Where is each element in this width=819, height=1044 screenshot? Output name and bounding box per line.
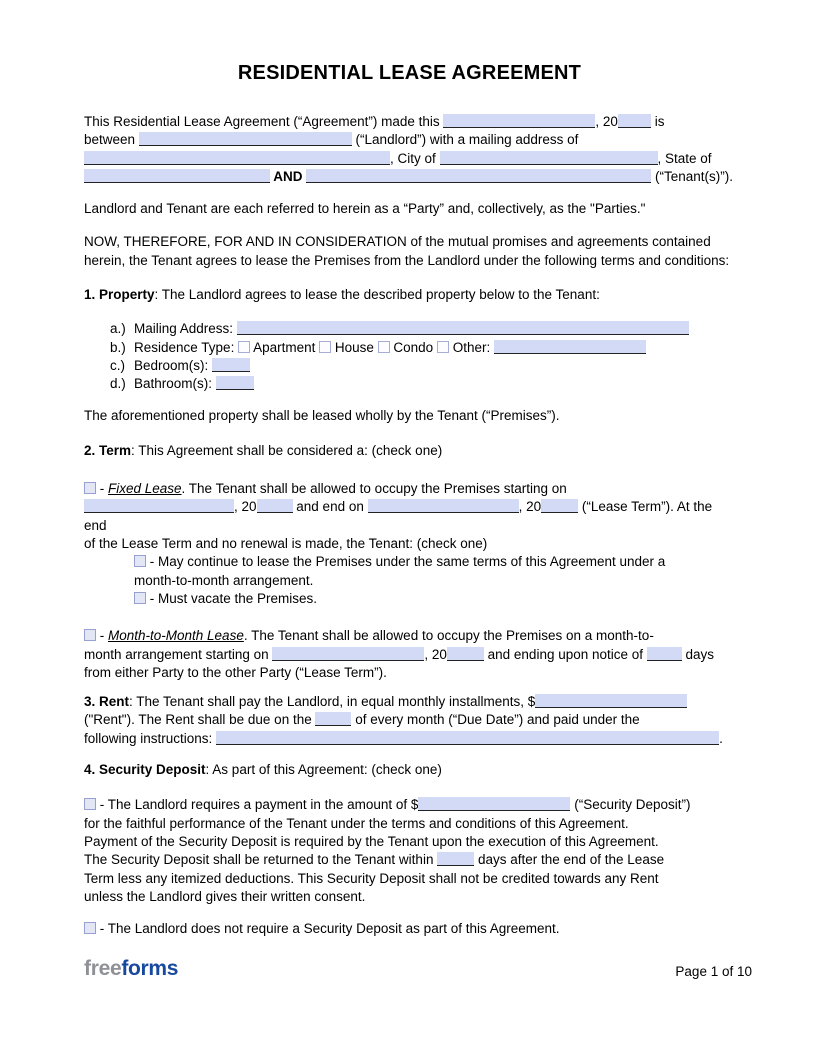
mtm-start-year-field[interactable] (447, 647, 484, 661)
consideration-paragraph (84, 233, 735, 270)
rent-line-3 (84, 730, 735, 748)
mailing-address-label: Mailing Address: (134, 321, 237, 337)
fixed-lease-line-1 (84, 480, 735, 498)
section-4-text: : As part of this Agreement: (check one) (205, 762, 442, 778)
landlord-address-field[interactable] (84, 151, 390, 165)
intro-line-2 (84, 131, 735, 149)
section-3-number: 3. Rent (84, 694, 130, 710)
landlord-name-field[interactable] (139, 132, 352, 146)
section-1-number: 1. Property (84, 287, 155, 303)
sd-text: (“Security Deposit”) (570, 797, 691, 813)
intro-text: between (84, 132, 139, 148)
rent-text: of every month (“Due Date”) and paid under the (351, 712, 640, 728)
bathroom-label: Bathroom(s): (134, 376, 216, 392)
sd-text: The Security Deposit shall be returned to the Tenant within (84, 852, 438, 868)
month-to-month-block (84, 627, 735, 682)
item-a-label: a.) (110, 321, 126, 337)
fixed-lease-text: of the Lease Term and no renewal is made, the Tenant: (check one) (84, 536, 488, 552)
sd-text: Payment of the Security Deposit is required by the Tenant upon the execution of this Agreement. (84, 833, 659, 849)
bedroom-count-field[interactable] (212, 358, 250, 372)
sd-line-3 (84, 833, 735, 851)
mtm-text: month arrangement starting on (84, 646, 273, 662)
fixed-lease-option-1 (134, 553, 735, 590)
deposit-amount-field[interactable] (418, 797, 570, 811)
logo-free-text: free (84, 957, 122, 980)
fixed-lease-text: , 20 (518, 499, 542, 515)
option-1-line-2 (134, 572, 735, 590)
mtm-notice-days-field[interactable] (647, 647, 682, 661)
rent-text: . (719, 730, 723, 746)
and-connector: AND (270, 168, 307, 184)
option-2-text: - Must vacate the Premises. (146, 590, 318, 606)
residence-type-label: Residence Type: (134, 339, 239, 355)
section-2-number: 2. Term (84, 442, 132, 458)
sd-line-6 (84, 888, 735, 906)
premises-note (84, 407, 735, 425)
tenant-name-field[interactable] (306, 169, 651, 183)
intro-text: , State of (657, 150, 712, 166)
mtm-name: Month-to-Month Lease (108, 628, 244, 644)
fixed-lease-dash: - (96, 481, 108, 497)
property-list (84, 320, 735, 393)
logo-forms-text: forms (121, 957, 179, 980)
sd-text: days after the end of the Lease (474, 852, 665, 868)
fixed-lease-name: Fixed Lease (108, 481, 182, 497)
section-4-security-heading (84, 761, 735, 779)
property-item-a (84, 320, 735, 338)
sd-line-2 (84, 815, 735, 833)
option-1-text: - May continue to lease the Premises under the same terms of this Agreement under a (146, 554, 666, 570)
bedroom-label: Bedroom(s): (134, 357, 213, 373)
sd-text: for the faithful performance of the Tenant under the terms and conditions of this Agreement. (84, 815, 629, 831)
house-checkbox[interactable] (319, 341, 331, 353)
fixed-lease-text: . The Tenant shall be allowed to occupy the Premises starting on (181, 481, 567, 497)
other-residence-field[interactable] (494, 340, 646, 354)
continue-month-to-month-checkbox[interactable] (134, 555, 146, 567)
house-label: House (331, 339, 378, 355)
other-checkbox[interactable] (437, 341, 449, 353)
agreement-day-field[interactable] (443, 114, 595, 128)
deposit-return-days-field[interactable] (437, 852, 474, 866)
payment-instructions-field[interactable] (216, 731, 719, 745)
fixed-lease-text: , 20 (234, 499, 257, 515)
fixed-lease-block (84, 480, 735, 608)
intro-text: (“Landlord”) with a mailing address of (351, 132, 579, 148)
sd-line-1 (84, 796, 735, 814)
sd-none-line (84, 920, 735, 938)
intro-text: , 20 (595, 114, 618, 129)
fixed-start-date-field[interactable] (84, 499, 234, 513)
option-1-text: month-to-month arrangement. (134, 572, 314, 588)
other-label: Other: (448, 339, 494, 355)
fixed-end-date-field[interactable] (368, 499, 519, 513)
section-2-text: : This Agreement shall be considered a: (check one) (131, 442, 443, 458)
mtm-line-1 (84, 627, 735, 645)
mtm-text: , 20 (424, 646, 447, 662)
no-deposit-checkbox[interactable] (84, 922, 96, 934)
security-deposit-required-block (84, 796, 735, 906)
intro-line-1 (84, 113, 735, 131)
freeforms-logo (84, 957, 178, 981)
rent-line-2 (84, 711, 735, 729)
section-2-term-heading (84, 442, 735, 460)
property-item-d (84, 375, 735, 393)
page-title: RESIDENTIAL LEASE AGREEMENT (237, 62, 582, 84)
fixed-lease-line-2 (84, 498, 735, 535)
mailing-address-field[interactable] (237, 321, 689, 335)
month-to-month-checkbox[interactable] (84, 629, 96, 641)
mtm-text: and ending upon notice of (483, 646, 647, 662)
intro-paragraph (84, 113, 735, 186)
sd-text: Term less any itemized deductions. This Security Deposit shall not be credited towards any Rent (84, 870, 659, 886)
option-2-line (134, 590, 735, 608)
sd-none-text: - The Landlord does not require a Security Deposit as part of this Agreement. (96, 921, 560, 937)
deposit-required-checkbox[interactable] (84, 798, 96, 810)
rent-amount-field[interactable] (535, 694, 687, 708)
mtm-text: days (681, 646, 715, 662)
consideration-text: NOW, THEREFORE, FOR AND IN CONSIDERATION of the mutual promises and agreements contained herein, the Tenant agrees to lease the Premises from the Landlord under the following terms and conditions: (84, 234, 730, 268)
parties-paragraph (84, 200, 735, 218)
item-d-label: d.) (110, 376, 126, 392)
intro-text: This Residential Lease Agreement (“Agreement”) made this (84, 114, 444, 129)
fixed-lease-line-3 (84, 535, 735, 553)
property-item-b (84, 339, 735, 357)
bathroom-count-field[interactable] (216, 376, 254, 390)
item-c-label: c.) (110, 357, 125, 373)
agreement-year-field[interactable] (618, 114, 651, 128)
rent-line-1 (84, 693, 735, 711)
parties-text: Landlord and Tenant are each referred to herein as a “Party” and, collectively, as the "Parties." (84, 201, 646, 217)
mtm-start-date-field[interactable] (272, 647, 424, 661)
page-footer (84, 957, 752, 981)
intro-line-3 (84, 150, 735, 168)
section-3-rent-block (84, 693, 735, 748)
fixed-end-year-field[interactable] (541, 499, 578, 513)
condo-checkbox[interactable] (378, 341, 390, 353)
premises-note-text: The aforementioned property shall be leased wholly by the Tenant (“Premises”). (84, 407, 560, 423)
mtm-text: from either Party to the other Party (“Lease Term”). (84, 664, 387, 680)
property-item-c (84, 357, 735, 375)
item-b-label: b.) (110, 339, 126, 355)
fixed-lease-checkbox[interactable] (84, 482, 96, 494)
intro-line-4 (84, 168, 735, 186)
sd-line-5 (84, 870, 735, 888)
intro-text: , City of (390, 150, 440, 166)
rent-text: following instructions: (84, 730, 217, 746)
landlord-state-field[interactable] (84, 169, 270, 183)
sd-text: - The Landlord requires a payment in the amount of $ (96, 797, 419, 813)
mtm-line-2 (84, 646, 735, 664)
sd-text: unless the Landlord gives their written consent. (84, 888, 366, 904)
mtm-text: . The Tenant shall be allowed to occupy the Premises on a month-to- (243, 628, 654, 644)
intro-text: (“Tenant(s)”). (651, 168, 734, 184)
apartment-checkbox[interactable] (238, 341, 250, 353)
rent-due-day-field[interactable] (315, 712, 351, 726)
fixed-start-year-field[interactable] (257, 499, 293, 513)
must-vacate-checkbox[interactable] (134, 592, 146, 604)
rent-text: : The Tenant shall pay the Landlord, in equal monthly installments, $ (129, 694, 536, 710)
mtm-line-3 (84, 664, 735, 682)
option-1-line-1 (134, 553, 735, 571)
rent-text: ("Rent"). The Rent shall be due on the (84, 712, 316, 728)
landlord-city-field[interactable] (440, 151, 658, 165)
section-1-text: : The Landlord agrees to lease the described property below to the Tenant: (154, 287, 600, 303)
section-4-number: 4. Security Deposit (84, 762, 206, 778)
intro-text: is (650, 114, 665, 129)
page-number: Page 1 of 10 (675, 964, 752, 979)
security-deposit-none-block (84, 920, 735, 938)
sd-line-4 (84, 851, 735, 869)
mtm-dash: - (96, 628, 108, 644)
fixed-lease-text: (“Lease Term”). At the end (84, 499, 713, 533)
fixed-lease-option-2 (134, 590, 735, 608)
section-1-property-heading (84, 286, 735, 304)
condo-label: Condo (389, 339, 437, 355)
apartment-label: Apartment (250, 339, 320, 355)
fixed-lease-text: and end on (292, 499, 368, 515)
